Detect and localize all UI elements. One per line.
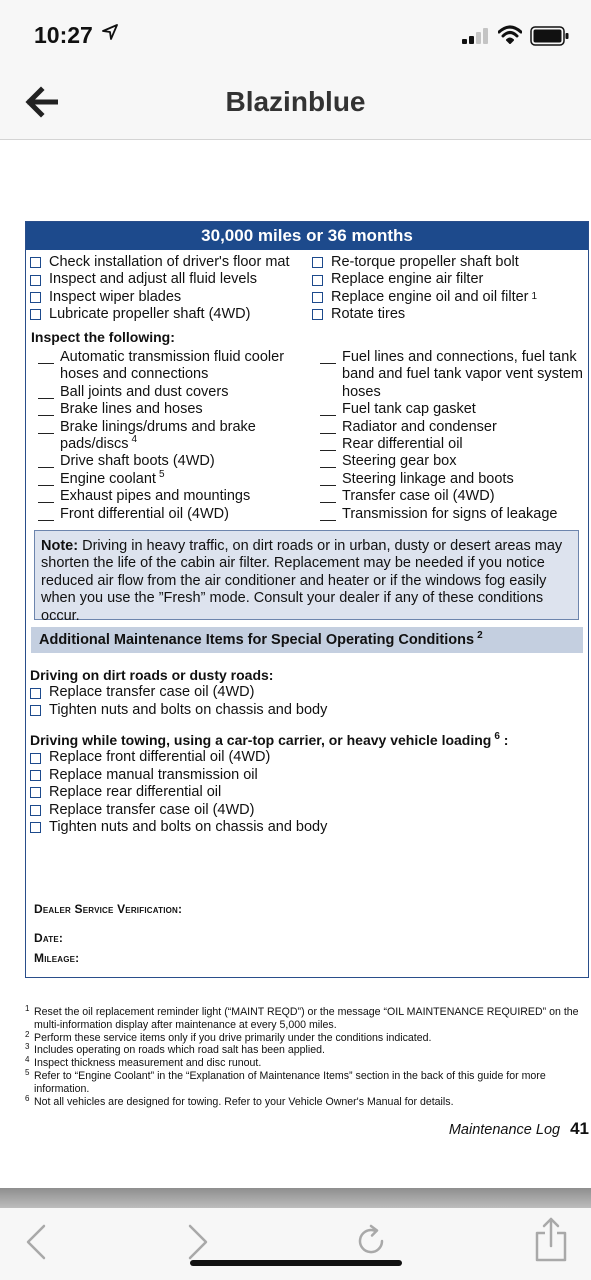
inspect-item-label: Brake lines and hoses [60, 401, 203, 418]
additional-items-header [31, 627, 583, 653]
inspect-item [320, 419, 584, 436]
checkmark-line[interactable] [320, 467, 336, 468]
footnote-number: 5 [25, 1067, 30, 1077]
checklist-item [312, 306, 537, 323]
inspect-item [38, 453, 300, 470]
checklist [26, 250, 588, 322]
checklist-item-label: Inspect wiper blades [49, 288, 182, 305]
checkbox-icon[interactable] [30, 309, 41, 320]
footnote-ref: 2 [477, 630, 483, 642]
checklist-item-label: Re-torque propeller shaft bolt [331, 254, 519, 270]
footnotes [25, 1006, 585, 1108]
inspect-item [38, 349, 300, 384]
towing-title-text: Driving while towing, using a car-top carrier, or heavy vehicle loading [30, 732, 492, 748]
note-text: Driving in heavy traffic, on dirt roads or in urban, dusty or desert areas may shorten the life of the cabin air filter. Replacement may be needed if you notice reduced air flow from the air conditioner and heater or if the windows fog easily when you use the ”Fresh” mode. Consult your dealer if any of these conditions occur. [41, 538, 563, 624]
checkbox-icon[interactable] [30, 822, 41, 833]
checklist-item [312, 254, 537, 271]
checklist-item-label: Check installation of driver's floor mat [49, 254, 290, 270]
cellular-signal-icon [462, 28, 490, 44]
footnote [25, 1006, 585, 1032]
checkmark-line[interactable] [320, 433, 336, 434]
towing-item-label: Replace transfer case oil (4WD) [49, 801, 255, 818]
checkbox-icon[interactable] [30, 787, 41, 798]
dealer-verification-label: Dealer Service Verification: [34, 902, 183, 916]
checkbox-icon[interactable] [312, 292, 323, 303]
section-header: 30,000 miles or 36 months [26, 222, 588, 250]
inspect-item [38, 401, 300, 418]
footnote-ref: 4 [131, 434, 138, 446]
wifi-icon [498, 25, 522, 45]
towing-item [30, 819, 508, 836]
maintenance-panel [25, 221, 589, 978]
towing-item-label: Replace rear differential oil [49, 784, 222, 801]
footnote-number: 1 [25, 1004, 30, 1013]
checkmark-line[interactable] [38, 363, 54, 364]
checklist-item [30, 254, 290, 271]
inspect-item [38, 488, 300, 505]
page-number: 41 [570, 1119, 589, 1138]
inspect-item-label: Front differential oil (4WD) [60, 505, 229, 522]
checkbox-icon[interactable] [30, 257, 41, 268]
inspect-item-label: Exhaust pipes and mountings [60, 488, 251, 505]
page-title: Blazinblue [225, 86, 366, 117]
footnote-ref: 6 [494, 731, 500, 743]
towing-section [30, 732, 508, 836]
footnote-number: 2 [25, 1029, 30, 1039]
footnote-text: Inspect thickness measurement and disc runout. [34, 1057, 262, 1070]
checklist-item [30, 289, 290, 306]
checkbox-icon[interactable] [30, 275, 41, 286]
checkbox-icon[interactable] [312, 309, 323, 320]
dirt-roads-title: Driving on dirt roads or dusty roads: [30, 667, 274, 683]
checklist-item-label: Inspect and adjust all fluid levels [49, 271, 257, 288]
footnote-text: Not all vehicles are designed for towing. Refer to your Vehicle Owner's Manual for details. [34, 1095, 454, 1108]
checkmark-line[interactable] [38, 415, 54, 416]
footnote [25, 1029, 585, 1045]
dirt-roads-list [30, 684, 327, 719]
checkbox-icon[interactable] [312, 275, 323, 286]
checkbox-icon[interactable] [30, 805, 41, 816]
inspect-item [320, 506, 584, 523]
checkmark-line[interactable] [38, 467, 54, 468]
additional-items-title: Additional Maintenance Items for Special Operating Conditions [39, 632, 475, 648]
document-page[interactable] [0, 141, 591, 1186]
footnote-ref: 5 [158, 469, 165, 481]
towing-item [30, 784, 508, 801]
forward-icon[interactable] [186, 1222, 210, 1262]
inspect-item [320, 349, 584, 401]
browser-toolbar [0, 1208, 591, 1280]
checklist-item-label: Replace engine air filter [331, 271, 484, 288]
status-time: 10:27 [34, 22, 93, 48]
footnote [25, 1044, 585, 1057]
checkbox-icon[interactable] [30, 292, 41, 303]
page-footer-label: Maintenance Log [448, 1122, 561, 1138]
note-label: Note: [41, 538, 79, 554]
checkmark-line[interactable] [38, 502, 54, 503]
checkmark-line[interactable] [38, 520, 54, 521]
towing-list [30, 749, 508, 836]
towing-title [30, 732, 508, 749]
inspect-item-label: Drive shaft boots (4WD) [60, 453, 215, 470]
towing-item [30, 749, 508, 766]
checklist-item [312, 271, 537, 288]
inspect-title: Inspect the following: [31, 329, 175, 345]
footnote-number: 3 [25, 1042, 30, 1052]
inspect-item-label: Fuel tank cap gasket [342, 401, 476, 418]
home-indicator[interactable] [190, 1260, 402, 1266]
mileage-label: Mileage: [34, 951, 80, 965]
towing-title-colon: : [499, 732, 509, 748]
inspect-item [320, 471, 584, 488]
checkmark-line[interactable] [320, 502, 336, 503]
inspect-item [38, 419, 300, 454]
page-footer [0, 1119, 589, 1139]
checklist-item-label: Replace engine oil and oil filter [331, 288, 529, 305]
dirt-roads-item [30, 684, 327, 701]
dirt-roads-section [30, 667, 327, 719]
inspect-item-label: Automatic transmission fluid cooler hoses and connections [60, 349, 285, 383]
note-box [34, 530, 579, 624]
footnote [25, 1057, 585, 1070]
inspect-item-label: Engine coolant [60, 470, 156, 487]
checkmark-line[interactable] [320, 450, 336, 451]
inspect-list-left [38, 349, 300, 523]
footnote-text: Perform these service items only if you drive primarily under the conditions indicated. [34, 1031, 432, 1044]
inspect-item-label: Ball joints and dust covers [60, 383, 229, 400]
inspect-list-right [320, 349, 584, 523]
date-label: Date: [34, 931, 64, 945]
checkbox-icon[interactable] [30, 770, 41, 781]
inspect-item [320, 436, 584, 453]
checkbox-icon[interactable] [30, 705, 41, 716]
checkmark-line[interactable] [38, 398, 54, 399]
dirt-roads-item-label: Replace transfer case oil (4WD) [49, 684, 255, 701]
footnote-text: Includes operating on roads which road salt has been applied. [34, 1044, 325, 1057]
inspect-item-label: Transfer case oil (4WD) [342, 488, 495, 505]
towing-item [30, 767, 508, 784]
checklist-item: Replace engine oil and oil filter 1 [312, 289, 537, 306]
footnote [25, 1067, 585, 1096]
inspect-item-label: Fuel lines and connections, fuel tank band and fuel tank vapor vent system hoses [342, 349, 584, 400]
battery-icon [530, 26, 570, 46]
inspect-item-label: Steering linkage and boots [342, 470, 514, 487]
back-icon[interactable] [24, 1222, 48, 1262]
checklist-left [30, 254, 290, 324]
inspect-item [38, 471, 300, 488]
dirt-roads-item [30, 702, 327, 719]
towing-item-label: Replace manual transmission oil [49, 766, 258, 783]
location-arrow-icon [102, 24, 118, 40]
checklist-item-label: Lubricate propeller shaft (4WD) [49, 306, 251, 323]
towing-item [30, 802, 508, 819]
checkmark-line[interactable] [320, 363, 336, 364]
checkmark-line[interactable] [320, 415, 336, 416]
inspect-item [320, 488, 584, 505]
checkmark-line[interactable] [320, 485, 336, 486]
checkmark-line[interactable] [38, 485, 54, 486]
toolbar-shadow [0, 1188, 591, 1208]
footnote-text: Refer to “Engine Coolant” in the “Explanation of Maintenance Items” section in the back of this guide for more information. [34, 1069, 546, 1095]
inspect-item-label: Brake linings/drums and brake pads/discs [60, 418, 256, 453]
checkbox-icon[interactable] [30, 753, 41, 764]
towing-item-label: Replace front differential oil (4WD) [49, 749, 271, 766]
checkbox-icon[interactable] [312, 257, 323, 268]
inspect-item [38, 384, 300, 401]
share-icon[interactable] [534, 1216, 568, 1262]
status-bar [0, 0, 591, 66]
checklist-item [30, 306, 290, 323]
reload-icon[interactable] [354, 1224, 388, 1258]
checkmark-line[interactable] [320, 520, 336, 521]
towing-item-label: Tighten nuts and bolts on chassis and body [49, 818, 328, 835]
footnote-number: 4 [25, 1055, 30, 1065]
inspect-item [320, 401, 584, 418]
checklist-item [30, 271, 290, 288]
navigation-bar [0, 66, 591, 140]
checklist-right [312, 254, 537, 324]
footnote [25, 1093, 585, 1109]
checklist-item-label: Rotate tires [331, 306, 406, 323]
checkbox-icon[interactable] [30, 688, 41, 699]
inspect-item [320, 453, 584, 470]
inspect-item-label: Transmission for signs of leakage [342, 505, 558, 522]
footnote-text: Reset the oil replacement reminder light (“MAINT REQD”) or the message “OIL MAINTENANCE REQUIRED” on the multi-information display after maintenance at every 5,000 miles. [34, 1006, 579, 1031]
inspect-item-label: Rear differential oil [342, 436, 463, 453]
inspect-item [38, 506, 300, 523]
footnote-number: 6 [25, 1093, 30, 1103]
dirt-roads-item-label: Tighten nuts and bolts on chassis and body [49, 701, 328, 718]
inspect-item-label: Radiator and condenser [342, 418, 497, 435]
inspect-item-label: Steering gear box [342, 453, 457, 470]
checkmark-line[interactable] [38, 433, 54, 434]
